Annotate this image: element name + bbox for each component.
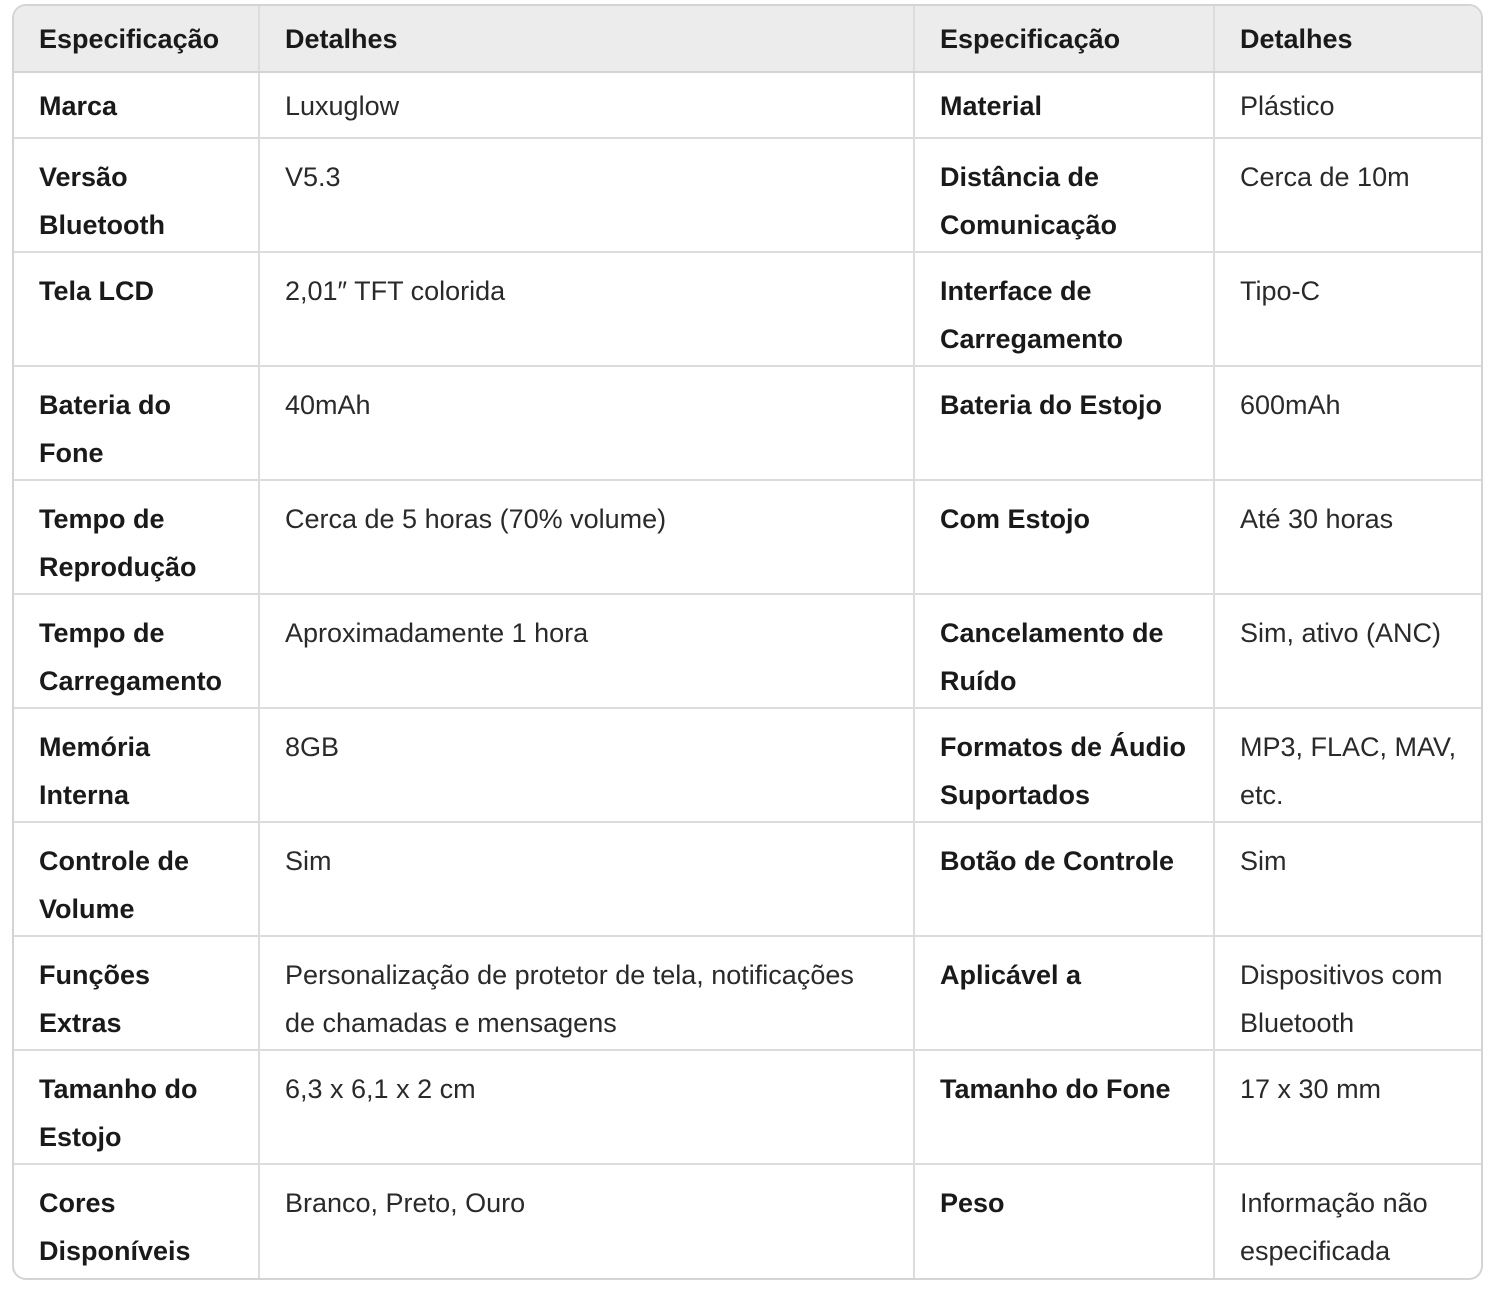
spec-value: Sim — [1214, 822, 1481, 936]
spec-label: Distância de Comunicação — [914, 138, 1214, 252]
spec-label: Bateria do Fone — [14, 366, 259, 480]
header-details-right: Detalhes — [1214, 6, 1481, 72]
spec-label: Peso — [914, 1164, 1214, 1278]
spec-value: Cerca de 5 horas (70% volume) — [259, 480, 914, 594]
spec-label: Tempo de Carregamento — [14, 594, 259, 708]
spec-label: Interface de Carregamento — [914, 252, 1214, 366]
spec-value: Cerca de 10m — [1214, 138, 1481, 252]
spec-label: Tamanho do Fone — [914, 1050, 1214, 1164]
spec-label: Botão de Controle — [914, 822, 1214, 936]
spec-label: Memória Interna — [14, 708, 259, 822]
table-row — [14, 138, 1481, 252]
header-spec-left: Especificação — [14, 6, 259, 72]
spec-table-container — [12, 4, 1483, 1280]
spec-value: 6,3 x 6,1 x 2 cm — [259, 1050, 914, 1164]
spec-value: 40mAh — [259, 366, 914, 480]
spec-value: Branco, Preto, Ouro — [259, 1164, 914, 1278]
spec-label: Material — [914, 72, 1214, 138]
spec-label: Bateria do Estojo — [914, 366, 1214, 480]
spec-label: Controle de Volume — [14, 822, 259, 936]
table-header — [14, 6, 1481, 72]
spec-label: Cancelamento de Ruído — [914, 594, 1214, 708]
spec-value: Aproximadamente 1 hora — [259, 594, 914, 708]
header-details-left: Detalhes — [259, 6, 914, 72]
spec-value: 600mAh — [1214, 366, 1481, 480]
header-row — [14, 6, 1481, 72]
table-row — [14, 252, 1481, 366]
spec-value: Sim — [259, 822, 914, 936]
table-row — [14, 594, 1481, 708]
table-row — [14, 1050, 1481, 1164]
spec-label: Tamanho do Estojo — [14, 1050, 259, 1164]
spec-label: Tempo de Reprodução — [14, 480, 259, 594]
table-row — [14, 1164, 1481, 1278]
spec-label: Tela LCD — [14, 252, 259, 366]
spec-value: MP3, FLAC, MAV, etc. — [1214, 708, 1481, 822]
header-spec-right: Especificação — [914, 6, 1214, 72]
spec-label: Funções Extras — [14, 936, 259, 1050]
spec-label: Marca — [14, 72, 259, 138]
table-body — [14, 72, 1481, 1278]
spec-value: Tipo-C — [1214, 252, 1481, 366]
spec-label: Versão Bluetooth — [14, 138, 259, 252]
table-row — [14, 708, 1481, 822]
table-row — [14, 936, 1481, 1050]
spec-label: Com Estojo — [914, 480, 1214, 594]
spec-table — [14, 6, 1481, 1278]
spec-value: 2,01″ TFT colorida — [259, 252, 914, 366]
spec-value: Dispositivos com Bluetooth — [1214, 936, 1481, 1050]
spec-value: Personalização de protetor de tela, notificações de chamadas e mensagens — [259, 936, 914, 1050]
spec-value: Plástico — [1214, 72, 1481, 138]
spec-value: Até 30 horas — [1214, 480, 1481, 594]
spec-label: Aplicável a — [914, 936, 1214, 1050]
spec-label: Cores Disponíveis — [14, 1164, 259, 1278]
spec-value: Informação não especificada — [1240, 1188, 1428, 1266]
spec-value: Sim, ativo (ANC) — [1214, 594, 1481, 708]
spec-value: Luxuglow — [259, 72, 914, 138]
table-row — [14, 480, 1481, 594]
table-row — [14, 822, 1481, 936]
table-row — [14, 366, 1481, 480]
spec-value: 17 x 30 mm — [1214, 1050, 1481, 1164]
table-row — [14, 72, 1481, 138]
spec-value: 8GB — [259, 708, 914, 822]
spec-label: Formatos de Áudio Suportados — [914, 708, 1214, 822]
spec-value: V5.3 — [259, 138, 914, 252]
